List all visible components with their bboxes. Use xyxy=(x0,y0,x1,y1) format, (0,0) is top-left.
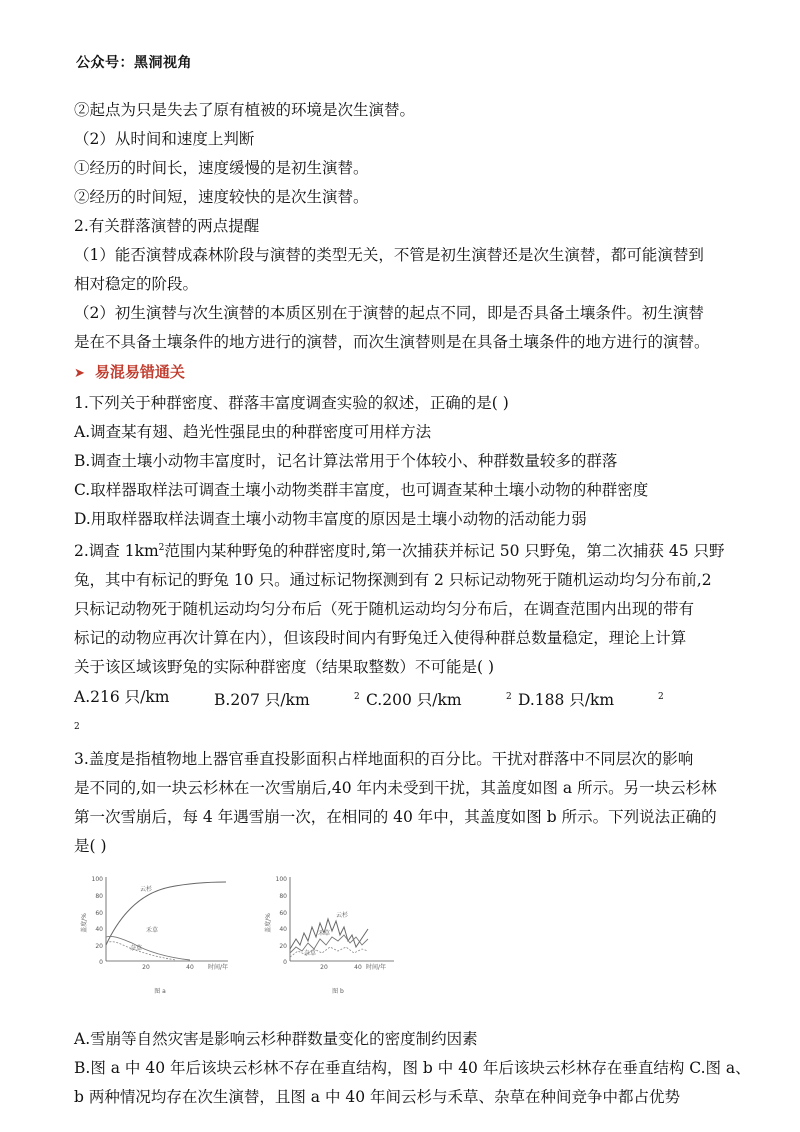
figure-a-caption: 图 a xyxy=(154,988,166,996)
figure-row xyxy=(74,865,734,1025)
subheading: 2.有关群落演替的两点提醒 xyxy=(74,217,260,235)
x-tick: 20 xyxy=(142,964,150,972)
y-tick: 20 xyxy=(95,943,103,951)
y-tick: 80 xyxy=(95,893,103,901)
superscript: 2 xyxy=(158,543,165,553)
question-3-option-b-line-2: b 两种情况均存在次生演替，且图 a 中 40 年间云杉与禾草、杂草在种间竞争中都占优势 xyxy=(74,1088,681,1107)
question-1-option-c: C.取样器取样法可调查土壤小动物类群丰富度，也可调查某种土壤小动物的种群密度 xyxy=(74,481,649,499)
y-tick: 40 xyxy=(95,926,103,934)
y-tick: 0 xyxy=(283,959,287,967)
question-3-option-b-line-1: B.图 a 中 40 年后该块云杉林不存在垂直结构，图 b 中 40 年后该块云杉林存在垂直结构 C.图 a、 xyxy=(74,1059,751,1078)
y-tick: 60 xyxy=(279,910,287,918)
section-heading-text: 易混易错通关 xyxy=(94,363,185,381)
grass-curve xyxy=(106,937,190,961)
x-axis-label: 时间/年 xyxy=(366,964,387,972)
question-2-options xyxy=(74,682,734,745)
question-2-stem-line-4: 标记的动物应再次计算在内），但该段时间内有野兔迁入使得种群总数量稳定，理论上计算 xyxy=(74,629,687,648)
question-1-option-d: D.用取样器取样法调查土壤小动物丰富度的原因是土壤小动物的活动能力弱 xyxy=(74,510,587,528)
label-spruce: 云杉 xyxy=(336,912,349,920)
text-line: ①经历的时间长，速度缓慢的是初生演替。 xyxy=(74,159,369,177)
spruce-curve xyxy=(106,882,226,945)
label-grass: 禾草 xyxy=(318,930,331,938)
figure-b xyxy=(264,865,434,1015)
question-3-stem-line-2: 是不同的,如一块云杉林在一次雪崩后,40 年内未受到干扰，其盖度如图 a 所示。另一块云杉林 xyxy=(74,779,717,798)
x-tick: 20 xyxy=(320,964,328,972)
question-2-option-a: A.216 只$/km^2$ xyxy=(74,688,170,733)
q2-text: 2.调查 1km xyxy=(74,542,159,561)
label-weed: 杂草 xyxy=(304,950,317,958)
document-body xyxy=(74,96,751,1112)
question-3-stem-line-4: 是( ) xyxy=(74,837,107,856)
question-2-option-c: C.200 只/km $^2$ xyxy=(366,691,512,710)
label-weed: 杂草 xyxy=(130,945,143,953)
question-1-option-b: B.调查土壤小动物丰富度时，记名计算法常用于个体较小、种群数量较多的群落 xyxy=(74,452,618,470)
figure-b-caption: 图 b xyxy=(332,988,344,996)
question-3-option-a: A.雪崩等自然灾害是影响云杉种群数量变化的密度制约因素 xyxy=(74,1030,478,1049)
question-2-stem-line-3: 只标记动物死于随机运动均匀分布后（死于随机运动均匀分布后，在调查范围内出现的带有 xyxy=(74,600,695,619)
arrow-icon: ➤ xyxy=(74,366,85,381)
y-axis-label: 盖度/% xyxy=(265,913,272,934)
text-line: （2）从时间和速度上判断 xyxy=(74,130,255,148)
y-tick: 0 xyxy=(99,959,103,967)
text-line: （1）能否演替成森林阶段与演替的类型无关，不管是初生演替还是次生演替，都可能演替到 xyxy=(74,246,704,264)
y-tick: 80 xyxy=(279,893,287,901)
label-grass: 禾草 xyxy=(146,927,159,935)
question-2-option-b: B.207 只/km $^2$ xyxy=(214,691,360,710)
text-line: ②起点为只是失去了原有植被的环境是次生演替。 xyxy=(74,101,416,119)
section-heading xyxy=(74,357,734,389)
text-line: （2）初生演替与次生演替的本质区别在于演替的起点不同，即是否具备土壤条件。初生演替 xyxy=(74,304,704,322)
q2-text: 范围内某种野兔的种群密度时,第一次捕获并标记 50 只野兔，第二次捕获 45 只野 xyxy=(164,542,725,561)
question-1-stem: 1.下列关于种群密度、群落丰富度调查实验的叙述，正确的是( ) xyxy=(74,394,509,412)
watermark: 公众号：黑洞视角 xyxy=(76,55,192,71)
y-tick: 100 xyxy=(275,876,287,884)
y-tick: 100 xyxy=(91,876,103,884)
y-axis-label: 盖度/% xyxy=(81,913,88,934)
grass-curve xyxy=(290,935,368,953)
x-axis-label: 时间/年 xyxy=(208,964,229,972)
text-line: 是在不具备土壤条件的地方进行的演替，而次生演替则是在具备土壤条件的地方进行的演替。 xyxy=(74,333,710,351)
question-2-stem-line-2: 兔，其中有标记的野兔 10 只。通过标记物探测到有 2 只标记动物死于随机运动均匀分布前,2 xyxy=(74,571,712,590)
text-line: 相对稳定的阶段。 xyxy=(74,275,199,293)
label-spruce: 云杉 xyxy=(140,886,153,894)
question-3-stem-line-3: 第一次雪崩后，每 4 年遇雪崩一次，在相同的 40 年中，其盖度如图 b 所示。下列说法正确的 xyxy=(74,808,717,827)
question-2-stem-line-1 xyxy=(74,534,734,566)
figure-a xyxy=(80,865,250,1015)
question-1-option-a: A.调查某有翅、趋光性强昆虫的种群密度可用样方法 xyxy=(74,423,432,441)
y-tick: 60 xyxy=(95,910,103,918)
weed-curve xyxy=(290,947,368,957)
y-tick: 20 xyxy=(279,943,287,951)
x-tick: 40 xyxy=(354,964,362,972)
question-2-option-d: D.188 只/km $^2$ xyxy=(518,691,664,710)
question-3-stem-line-1: 3.盖度是指植物地上器官垂直投影面积占样地面积的百分比。干扰对群落中不同层次的影响 xyxy=(74,750,694,769)
y-tick: 40 xyxy=(279,926,287,934)
x-tick: 40 xyxy=(186,964,194,972)
text-line: ②经历的时间短，速度较快的是次生演替。 xyxy=(74,188,369,206)
question-2-stem-line-5: 关于该区域该野兔的实际种群密度（结果取整数）不可能是( ) xyxy=(74,658,495,677)
